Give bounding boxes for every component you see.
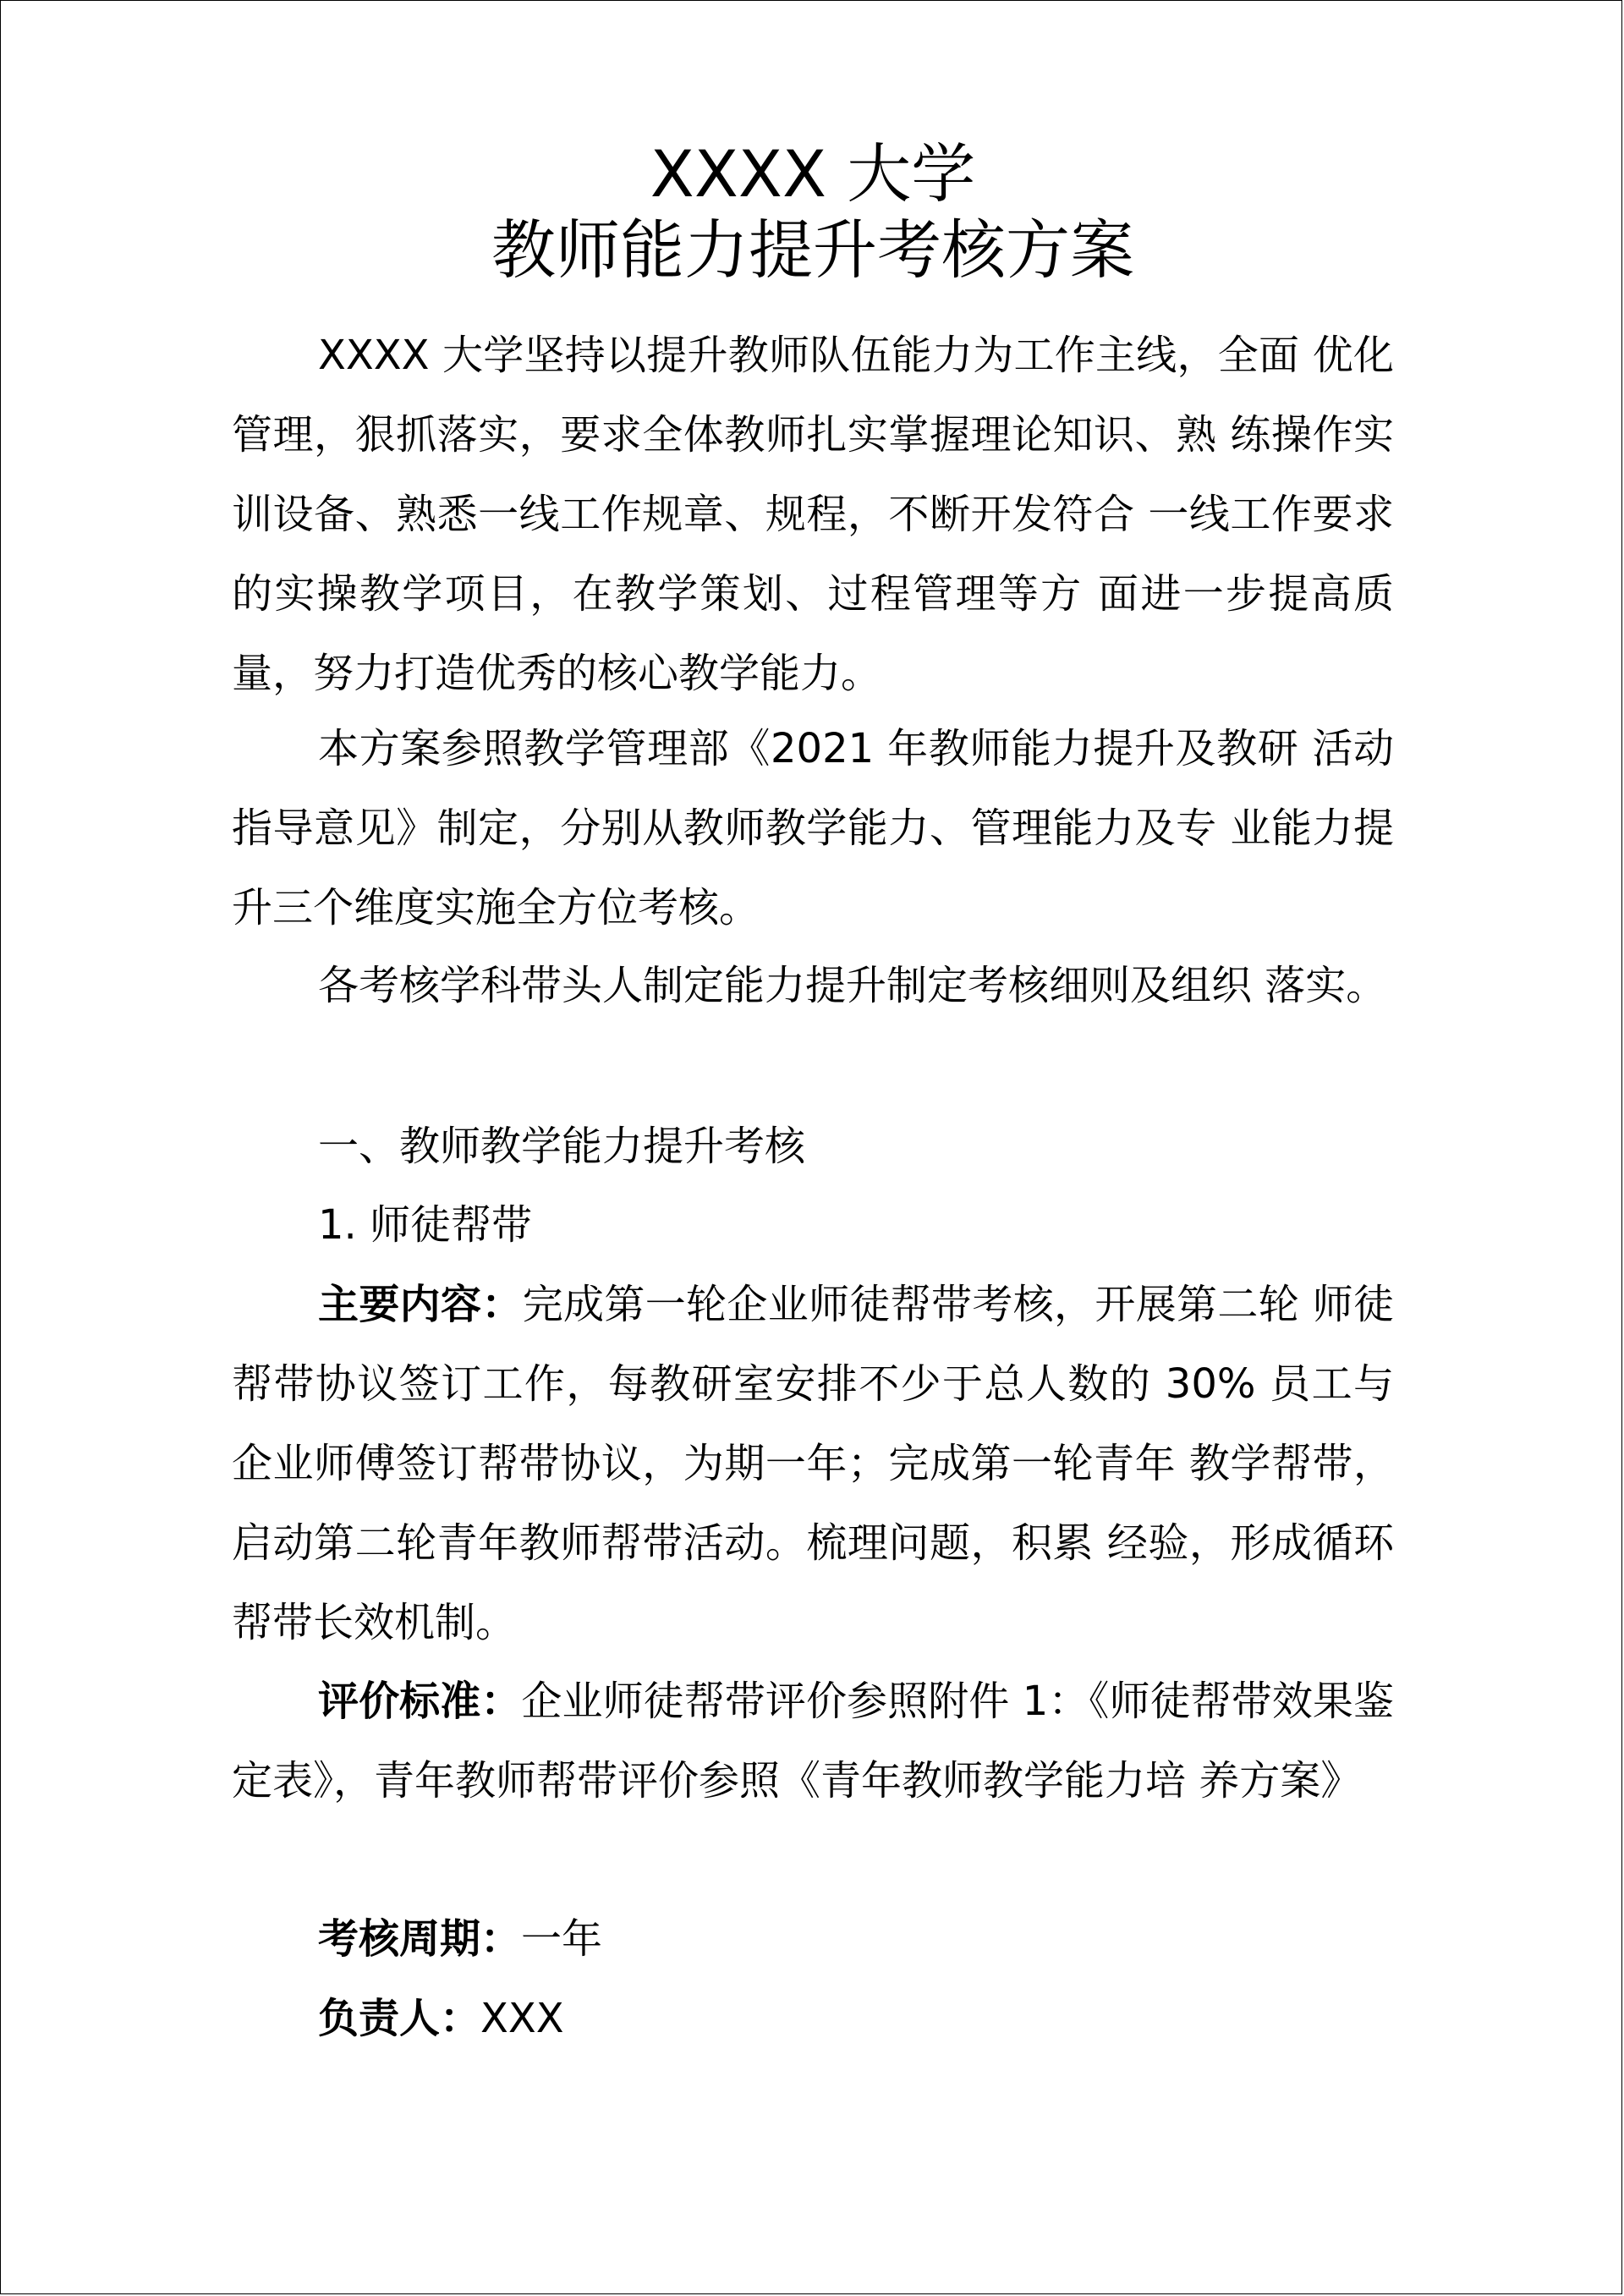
document-title-plan: 教师能力提升考核方案 [491,212,1134,288]
person-in-charge-paragraph [232,1979,1394,2058]
assessment-cycle-paragraph [232,1899,1394,1979]
evaluation-criteria-paragraph [232,1662,1394,1821]
evaluation-criteria-label: 评价标准： [318,1678,522,1725]
main-content-label: 主要内容： [318,1281,523,1328]
section-heading: 一、教师教学能力提升考核 [318,1123,806,1170]
assessment-cycle-text: 一年 [521,1915,603,1963]
main-content-text: 完成第一轮企业师徒帮带考核，开展第二轮 师徒帮带协议签订工作，每教研室安排不少于总人数的 30% 员工与企业师傅签订帮带协议，为期一年；完成第一轮青年 教学帮带，启动第二轮青年教师帮带活动。梳理问题，积累 经验，形成循环帮带长效机制。 [232,1281,1394,1646]
document-title-university: XXXX 大学 [650,136,976,211]
paragraph-responsibility: 各考核学科带头人制定能力提升制定考核细则及组织 落实。 [318,962,1387,1009]
paragraph-intro: XXXX 大学坚持以提升教师队伍能力为工作主线，全面 优化管理，狠抓落实，要求全体教师扎实掌握理论知识、熟 练操作实训设备、熟悉一线工作规章、规程，不断开发符合 一线工作要求的实操教学项目，在教学策划、过程管理等方 面进一步提高质量，努力打造优秀的核心教学能力。 [232,332,1394,697]
main-content-paragraph [232,1265,1394,1662]
assessment-cycle-label: 考核周期： [318,1915,522,1963]
paragraph-basis: 本方案参照教学管理部《2021 年教师能力提升及教研 活动指导意见》制定，分别从教师教学能力、管理能力及专 业能力提升三个维度实施全方位考核。 [232,725,1394,931]
item-heading: 1. 师徒帮带 [318,1201,533,1249]
evaluation-criteria-text: 企业师徒帮带评价参照附件 1：《师徒帮带效果鉴定表》，青年教师帮带评价参照《青年教师教学能力培 养方案》 [232,1678,1394,1804]
person-in-charge-label: 负责人： [318,1995,481,2042]
person-in-charge-text: XXX [480,1995,564,2042]
